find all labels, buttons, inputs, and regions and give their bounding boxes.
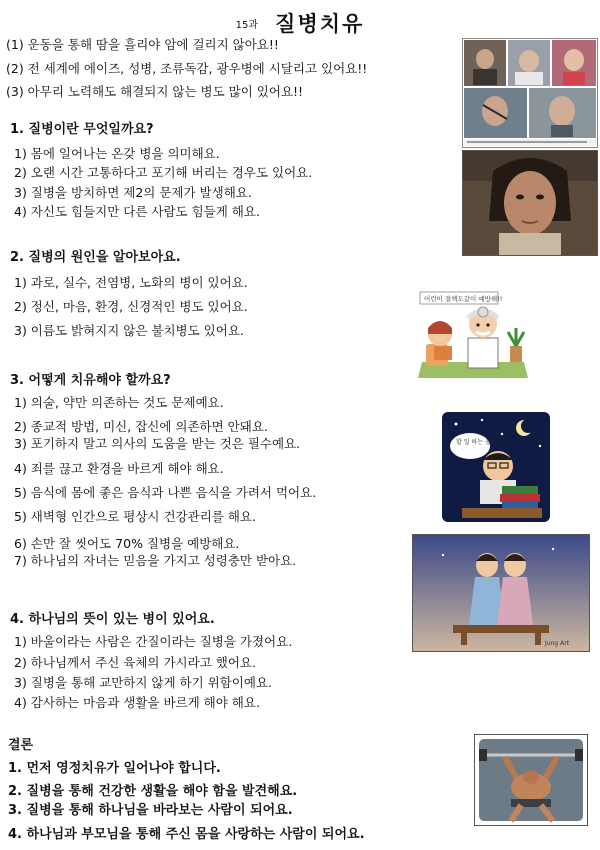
section-heading: 2. 질병의 원인을 알아보아요. [10,250,181,265]
conclusion-item: 1. 먼저 영정치유가 일어나야 합니다. [8,761,221,776]
lesson-number: 15과 [235,19,259,31]
couple-signature-text: Jung Art [545,640,570,647]
photo-collage [462,38,598,148]
list-item: 3) 질병을 방치하면 제2의 문제가 발생해요. [14,185,252,200]
title-row [0,8,600,38]
list-item: 1) 바울이라는 사람은 간질이라는 질병을 가졌어요. [14,634,293,649]
section-heading: 4. 하나님의 뜻이 있는 병이 있어요. [10,612,215,627]
list-item: 4) 감사하는 마음과 생활을 바르게 해야 해요. [14,695,260,710]
list-item: 5) 새벽형 인간으로 평상시 건강관리를 해요. [14,509,256,524]
list-item: 2) 정신, 마음, 환경, 신경적인 병도 있어요. [14,299,248,314]
girl-portrait-photo [462,150,598,256]
conclusion-heading: 결론 [8,738,34,753]
list-item: 2) 하나님께서 주신 육체의 가시라고 했어요. [14,655,256,670]
couple-cartoon [412,534,590,652]
conclusion-item: 3. 질병을 통해 하나님을 바라보는 사람이 되어요. [8,803,293,818]
section-heading: 3. 어떻게 치유해야 할까요? [10,373,171,388]
intro-line: (1) 운동을 통해 땀을 흘리야 암에 걸리지 않아요!! [6,37,279,52]
list-item: 1) 의술, 약만 의존하는 것도 문제예요. [14,395,224,410]
list-item: 3) 이름도 밝혀지지 않은 불치병도 있어요. [14,323,244,338]
intro-line: (2) 전 세계에 에이즈, 성병, 조류독감, 광우병에 시달리고 있어요!! [6,61,368,76]
list-item: 5) 음식에 몸에 좋은 음식과 나쁜 음식을 가려서 먹어요. [14,485,317,500]
conclusion-item: 2. 질병을 통해 건강한 생활을 해야 함을 발견해요. [8,784,298,799]
cartoon-bubble-text: 할 일 하는 공부중... [456,439,509,446]
list-item: 1) 몸에 일어나는 온갖 병을 의미해요. [14,146,220,161]
list-item: 4) 죄를 끊고 환경을 바르게 해야 해요. [14,461,224,476]
list-item: 2) 오랜 시간 고통하다고 포기해 버리는 경우도 있어요. [14,165,313,180]
list-item: 7) 하나님의 자녀는 믿음을 가지고 성령충만 받아요. [14,553,297,568]
doctor-cartoon [418,288,532,380]
page-title: 질병치유 [275,12,365,36]
intro-line: (3) 아무리 노력해도 해결되지 않는 병도 많이 있어요!! [6,84,304,99]
doctor-sign-text: 어린이 결핵도같이 예방해!! [424,295,503,303]
list-item: 1) 과로, 실수, 전염병, 노화의 병이 있어요. [14,275,248,290]
section-heading: 1. 질병이란 무엇일까요? [10,122,154,137]
conclusion-item: 4. 하나님과 부모님을 통해 주신 몸을 사랑하는 사람이 되어요. [8,827,365,842]
studying-cartoon [442,412,550,522]
list-item: 3) 포기하지 말고 의사의 도움을 받는 것은 필수예요. [14,436,301,451]
list-item: 6) 손만 잘 씻어도 70% 질병을 예방해요. [14,536,240,551]
list-item: 3) 질병을 통해 교만하지 않게 하기 위함이예요. [14,675,272,690]
list-item: 4) 자신도 힘들지만 다른 사람도 힘들게 해요. [14,204,260,219]
workout-photo [474,734,588,826]
list-item: 2) 종교적 방법, 미신, 잡신에 의존하면 안돼요. [14,419,268,434]
